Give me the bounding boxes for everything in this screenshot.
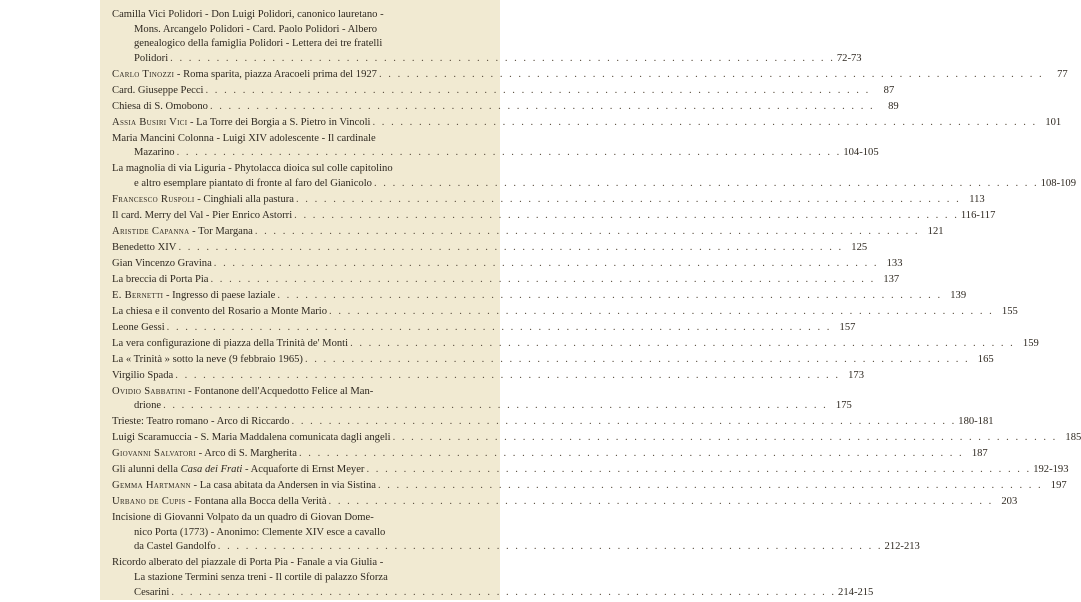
entry-title-text — [134, 24, 377, 35]
toc-entry — [112, 385, 852, 414]
entry-title-text — [112, 321, 165, 336]
entry-author: Francesco Ruspoli — [112, 193, 195, 205]
entry-title-text — [112, 68, 377, 83]
toc-entry — [112, 305, 1018, 320]
entry-title-text — [112, 225, 253, 240]
page-number: 187 — [971, 448, 988, 460]
toc-entry-line — [112, 495, 1018, 510]
entry-author: Giovanni Salvatori — [112, 448, 196, 460]
toc-entry-line — [112, 540, 920, 555]
toc-entry-line — [112, 353, 994, 368]
page-number: 116-117 — [960, 209, 996, 221]
toc-entry-line — [112, 369, 864, 384]
entry-title-part: - La Torre dei Borgia a S. Pietro in Vincoli — [187, 116, 371, 128]
entry-title-part: La vera configurazione di piazza della Trinità de' Monti — [112, 337, 349, 349]
dot-leader: . . . . . . . . . . . . . . . . . . . . . . . . . . . . . . . . . . . . . . . . . . . . . . . . . . . . . . . . . . . . . . . . . . . . . . . . — [210, 273, 876, 285]
toc-entry-line — [112, 447, 988, 462]
toc-entry — [112, 84, 895, 99]
entry-title-part: - La casa abitata da Andersen in via Sistina — [190, 480, 376, 492]
entry-title-part: nico Porta (1773) - Anonimo: Clemente XIV esce a cavallo — [134, 526, 386, 538]
dot-leader: . . . . . . . . . . . . . . . . . . . . . . . . . . . . . . . . . . . . . . . . . . . . . . . . . . . . . . . . . . . . . . . . . . . . . . . . — [291, 416, 957, 428]
entry-title-part: Virgilio Spada — [112, 369, 174, 381]
page-number: 197 — [1050, 480, 1067, 492]
dot-leader: . . . . . . . . . . . . . . . . . . . . . . . . . . . . . . . . . . . . . . . . . . . . . . . . . . . . . . . . . . . . . . . . . . . . . . . . — [213, 257, 879, 269]
toc-entry — [112, 241, 868, 256]
entry-title-text — [112, 431, 391, 446]
entry-title-part: Maria Mancini Colonna - Luigi XIV adolescente - Il cardinale — [112, 132, 376, 144]
entry-title-text — [112, 133, 376, 144]
entry-title-text — [134, 540, 216, 555]
page-number: 165 — [977, 353, 994, 365]
entry-title-text — [112, 163, 393, 174]
entry-title-text — [134, 38, 382, 49]
page-number: 214-215 — [838, 586, 874, 598]
toc-entry-line — [112, 116, 1062, 131]
page-number: 101 — [1045, 116, 1062, 128]
entry-title-part: e altro esemplare piantato di fronte al faro del Gianicolo — [134, 177, 372, 189]
entry-title-part: La magnolia di via Liguria - Phytolacca dioica sul colle capitolino — [112, 163, 393, 175]
page-number: 104-105 — [843, 147, 879, 159]
dot-leader: . . . . . . . . . . . . . . . . . . . . . . . . . . . . . . . . . . . . . . . . . . . . . . . . . . . . . . . . . . . . . . . . . . . . . . . . — [209, 100, 875, 112]
toc-entry-line — [112, 84, 895, 99]
page-number: 87 — [883, 84, 895, 96]
entry-title-part: Polidori — [134, 52, 169, 64]
page-number: 173 — [848, 369, 864, 381]
entry-title-text — [112, 447, 297, 462]
dot-leader: . . . . . . . . . . . . . . . . . . . . . . . . . . . . . . . . . . . . . . . . . . . . . . . . . . . . . . . . . . . . . . . . . . . . . . . . — [205, 84, 871, 96]
entry-title-part: Gli alunni della — [112, 464, 181, 476]
toc-entry — [112, 162, 1077, 191]
page-number: 157 — [839, 321, 856, 333]
toc-entry — [112, 337, 1039, 352]
toc-entry-line — [112, 463, 1069, 478]
entry-title-part: Camilla Vici Polidori - Don Luigi Polidori, canonico lauretano - — [112, 9, 384, 20]
entry-title-text — [112, 257, 212, 272]
toc-entry — [112, 353, 994, 368]
entry-title-text — [112, 415, 290, 430]
entry-author: Carlo Tinozzi — [112, 68, 175, 80]
toc-entry-line — [112, 289, 967, 304]
entry-author: Ovidio Sabbatini — [112, 385, 186, 397]
toc-entry — [112, 8, 862, 66]
entry-title-text — [134, 586, 169, 601]
entry-title-text — [112, 353, 303, 368]
toc-entry-line — [112, 8, 490, 23]
entry-title-part: La breccia di Porta Pia — [112, 273, 209, 285]
entry-title-part: Casa dei Frati — [180, 464, 243, 476]
dot-leader: . . . . . . . . . . . . . . . . . . . . . . . . . . . . . . . . . . . . . . . . . . . . . . . . . . . . . . . . . . . . . . . . . . . . . . . . — [170, 52, 835, 64]
entry-title-part: - Cinghiali alla pastura — [194, 193, 294, 205]
dot-leader: . . . . . . . . . . . . . . . . . . . . . . . . . . . . . . . . . . . . . . . . . . . . . . . . . . . . . . . . . . . . . . . . . . . . . . . . — [163, 400, 828, 412]
page-number: 203 — [1001, 496, 1018, 508]
page-number: 125 — [851, 241, 868, 253]
entry-title-part: - Tor Margana — [189, 225, 253, 237]
page-number: 137 — [883, 273, 900, 285]
dot-leader: . . . . . . . . . . . . . . . . . . . . . . . . . . . . . . . . . . . . . . . . . . . . . . . . . . . . . . . . . . . . . . . . . . . . . . . . — [176, 147, 842, 159]
page-number: 159 — [1022, 337, 1039, 349]
toc-entry-line — [112, 52, 862, 67]
table-of-contents — [112, 8, 1081, 602]
toc-entry-line — [112, 177, 1077, 192]
dot-leader: . . . . . . . . . . . . . . . . . . . . . . . . . . . . . . . . . . . . . . . . . . . . . . . . . . . . . . . . . . . . . . . . . . . . . . . . — [304, 353, 970, 365]
entry-title-part: Trieste: Teatro romano - Arco di Riccardo — [112, 416, 290, 428]
entry-title-text — [134, 572, 388, 583]
entry-title-text — [112, 337, 348, 352]
toc-entry-line — [112, 209, 996, 224]
entry-author: Aristide Capanna — [112, 225, 190, 237]
entry-title-text — [112, 305, 327, 320]
page-number: 192-193 — [1033, 464, 1069, 476]
page-number: 108-109 — [1040, 177, 1077, 189]
toc-entry — [112, 369, 864, 384]
entry-author: E. Bernetti — [112, 289, 164, 301]
toc-entry — [112, 209, 996, 224]
entry-gap — [112, 600, 490, 601]
toc-entry-line — [112, 479, 1067, 494]
toc-entry-line — [112, 571, 490, 586]
page-number: 155 — [1001, 305, 1018, 317]
toc-entry — [112, 479, 1067, 494]
toc-entry-line — [112, 146, 879, 161]
entry-title-text — [112, 273, 208, 288]
entry-title-text — [112, 557, 383, 568]
page-number: 139 — [950, 289, 967, 301]
dot-leader: . . . . . . . . . . . . . . . . . . . . . . . . . . . . . . . . . . . . . . . . . . . . . . . . . . . . . . . . . . . . . . . . . . . . . . . . — [377, 480, 1043, 492]
toc-entry-line — [112, 68, 1068, 83]
toc-entry-line — [112, 257, 903, 272]
toc-entry-line — [112, 23, 490, 38]
entry-title-text — [112, 100, 208, 115]
toc-entry-line — [112, 385, 490, 400]
toc-entry-line — [112, 586, 874, 601]
entry-title-part: Mons. Arcangelo Polidori - Card. Paolo Polidori - Albero — [134, 23, 378, 35]
entry-title-text — [134, 146, 175, 161]
entry-title-part: - Fontanone dell'Acquedotto Felice al Man- — [185, 385, 374, 397]
entry-title-part: Ricordo alberato del piazzale di Porta Pia - Fanale a via Giulia - — [112, 557, 384, 569]
toc-entry — [112, 257, 903, 272]
entry-title-text — [134, 399, 161, 414]
dot-leader: . . . . . . . . . . . . . . . . . . . . . . . . . . . . . . . . . . . . . . . . . . . . . . . . . . . . . . . . . . . . . . . . . . . . . . . . — [254, 225, 920, 237]
toc-entry-line — [112, 132, 490, 147]
toc-entry — [112, 68, 1068, 83]
toc-entry — [112, 511, 920, 555]
toc-entry-line — [112, 100, 899, 115]
entry-title-part: drione — [134, 400, 162, 412]
dot-leader: . . . . . . . . . . . . . . . . . . . . . . . . . . . . . . . . . . . . . . . . . . . . . . . . . . . . . . . . . . . . . . . . . . . . . . . . — [166, 321, 832, 333]
entry-title-part: Mazarino — [134, 147, 175, 159]
toc-entry — [112, 431, 1081, 446]
toc-entry-line — [112, 511, 490, 526]
entry-title-text — [112, 463, 364, 478]
entry-author: Gemma Hartmann — [112, 480, 191, 492]
dot-leader: . . . . . . . . . . . . . . . . . . . . . . . . . . . . . . . . . . . . . . . . . . . . . . . . . . . . . . . . . . . . . . . . . . . . . . . . — [373, 177, 1039, 189]
dot-leader: . . . . . . . . . . . . . . . . . . . . . . . . . . . . . . . . . . . . . . . . . . . . . . . . . . . . . . . . . . . . . . . . . . . . . . . . — [217, 541, 883, 553]
entry-title-part: - Acquaforte di Ernst Meyer — [242, 464, 365, 476]
toc-entry — [112, 289, 967, 304]
entry-title-part: Il card. Merry del Val - Pier Enrico Astorri — [112, 209, 293, 221]
page-number: 77 — [1057, 68, 1068, 80]
toc-entry — [112, 100, 899, 115]
entry-title-part: - Arco di S. Margherita — [195, 448, 297, 460]
entry-title-text — [112, 289, 275, 304]
page-number: 185 — [1065, 432, 1081, 444]
entry-title-part: Luigi Scaramuccia - S. Maria Maddalena comunicata dagli angeli — [112, 432, 391, 444]
toc-entry — [112, 463, 1069, 478]
entry-title-part: da Castel Gandolfo — [134, 541, 216, 553]
toc-entry — [112, 447, 988, 462]
page-number: 212-213 — [884, 541, 920, 553]
entry-author: Assia Busiri Vici — [112, 116, 188, 128]
toc-entry-line — [112, 273, 900, 288]
entry-title-text — [112, 512, 374, 523]
dot-leader: . . . . . . . . . . . . . . . . . . . . . . . . . . . . . . . . . . . . . . . . . . . . . . . . . . . . . . . . . . . . . . . . . . . . . . . . — [350, 337, 1015, 349]
dot-leader: . . . . . . . . . . . . . . . . . . . . . . . . . . . . . . . . . . . . . . . . . . . . . . . . . . . . . . . . . . . . . . . . . . . . . . . . — [277, 289, 943, 301]
dot-leader: . . . . . . . . . . . . . . . . . . . . . . . . . . . . . . . . . . . . . . . . . . . . . . . . . . . . . . . . . . . . . . . . . . . . . . . . — [328, 496, 994, 508]
entry-title-text — [134, 527, 385, 538]
page-number: 72-73 — [836, 52, 862, 64]
dot-leader: . . . . . . . . . . . . . . . . . . . . . . . . . . . . . . . . . . . . . . . . . . . . . . . . . . . . . . . . . . . . . . . . . . . . . . . . — [178, 241, 844, 253]
entry-title-text — [112, 209, 292, 224]
entry-title-part: - Fontana alla Bocca della Verità — [185, 496, 327, 508]
dot-leader: . . . . . . . . . . . . . . . . . . . . . . . . . . . . . . . . . . . . . . . . . . . . . . . . . . . . . . . . . . . . . . . . . . . . . . . . — [296, 193, 961, 205]
entry-title-text — [112, 479, 376, 494]
entry-title-part: La « Trinità » sotto la neve (9 febbraio 1965) — [112, 353, 303, 365]
toc-entry-line — [112, 321, 856, 336]
page-number: 175 — [835, 400, 852, 412]
page-number: 180-181 — [958, 416, 994, 428]
page-number: 113 — [969, 193, 985, 205]
entry-title-part: genealogico della famiglia Polidori - Lettera dei tre fratelli — [134, 38, 383, 50]
entry-title-part: Gian Vincenzo Gravina — [112, 257, 212, 269]
toc-entry — [112, 556, 874, 600]
entry-title-text — [112, 84, 204, 99]
toc-entry-line — [112, 399, 852, 414]
book-page — [100, 0, 1081, 600]
entry-title-part: Benedetto XIV — [112, 241, 177, 253]
toc-entry-line — [112, 526, 490, 541]
entry-title-text — [112, 9, 384, 20]
dot-leader: . . . . . . . . . . . . . . . . . . . . . . . . . . . . . . . . . . . . . . . . . . . . . . . . . . . . . . . . . . . . . . . . . . . . . . . . — [298, 448, 964, 460]
entry-title-text — [112, 241, 176, 256]
toc-entry — [112, 495, 1018, 510]
toc-entry — [112, 273, 900, 288]
dot-leader: . . . . . . . . . . . . . . . . . . . . . . . . . . . . . . . . . . . . . . . . . . . . . . . . . . . . . . . . . . . . . . . . . . . . . . . . — [175, 369, 840, 381]
toc-entry — [112, 132, 879, 161]
entry-title-text — [112, 386, 373, 397]
toc-entry-line — [112, 193, 985, 208]
toc-entry — [112, 415, 994, 430]
page-number: 121 — [927, 225, 944, 237]
entry-title-text — [134, 177, 372, 192]
dot-leader: . . . . . . . . . . . . . . . . . . . . . . . . . . . . . . . . . . . . . . . . . . . . . . . . . . . . . . . . . . . . . . . . . . . . . . . . — [392, 432, 1058, 444]
entry-title-part: La stazione Termini senza treni - Il cortile di palazzo Sforza — [134, 571, 388, 583]
toc-entry — [112, 193, 985, 208]
page-number: 89 — [888, 100, 899, 112]
toc-entry-line — [112, 241, 868, 256]
entry-title-part: Leone Gessi — [112, 321, 165, 333]
dot-leader: . . . . . . . . . . . . . . . . . . . . . . . . . . . . . . . . . . . . . . . . . . . . . . . . . . . . . . . . . . . . . . . . . . . . . . . . — [372, 116, 1038, 128]
entry-title-part: Chiesa di S. Omobono — [112, 100, 208, 112]
entry-title-part: - Ingresso di paese laziale — [163, 289, 276, 301]
toc-entry — [112, 116, 1062, 131]
entry-title-text — [112, 495, 327, 510]
toc-entry-line — [112, 337, 1039, 352]
entry-title-part: - Roma sparita, piazza Aracoeli prima del 1927 — [174, 68, 377, 80]
toc-entry-line — [112, 556, 490, 571]
dot-leader: . . . . . . . . . . . . . . . . . . . . . . . . . . . . . . . . . . . . . . . . . . . . . . . . . . . . . . . . . . . . . . . . . . . . . . . . — [366, 464, 1032, 476]
dot-leader: . . . . . . . . . . . . . . . . . . . . . . . . . . . . . . . . . . . . . . . . . . . . . . . . . . . . . . . . . . . . . . . . . . . . . . . . — [294, 209, 959, 221]
entry-title-part: Incisione di Giovanni Volpato da un quadro di Giovan Dome- — [112, 512, 374, 524]
dot-leader: . . . . . . . . . . . . . . . . . . . . . . . . . . . . . . . . . . . . . . . . . . . . . . . . . . . . . . . . . . . . . . . . . . . . . . . . — [378, 68, 1044, 80]
toc-entry-line — [112, 162, 490, 177]
entry-title-text — [112, 369, 173, 384]
entry-title-text — [112, 193, 294, 208]
entry-author: Urbano de Cupis — [112, 496, 186, 508]
toc-entry-line — [112, 225, 944, 240]
entry-title-part: La chiesa e il convento del Rosario a Monte Mario — [112, 305, 328, 317]
dot-leader: . . . . . . . . . . . . . . . . . . . . . . . . . . . . . . . . . . . . . . . . . . . . . . . . . . . . . . . . . . . . . . . . . . . . . . . . — [329, 305, 994, 317]
entry-title-part: Cesarini — [134, 586, 170, 598]
toc-entry-line — [112, 415, 994, 430]
page-number: 133 — [886, 257, 903, 269]
dot-leader: . . . . . . . . . . . . . . . . . . . . . . . . . . . . . . . . . . . . . . . . . . . . . . . . . . . . . . . . . . . . . . . . . . . . . . . . — [171, 586, 837, 598]
toc-entry-line — [112, 37, 490, 52]
toc-entry-line — [112, 305, 1018, 320]
entry-title-text — [112, 116, 370, 131]
toc-entry — [112, 225, 944, 240]
entry-title-text — [134, 52, 168, 67]
entry-title-part: Card. Giuseppe Pecci — [112, 84, 204, 96]
toc-entry — [112, 321, 856, 336]
toc-entry-line — [112, 431, 1081, 446]
